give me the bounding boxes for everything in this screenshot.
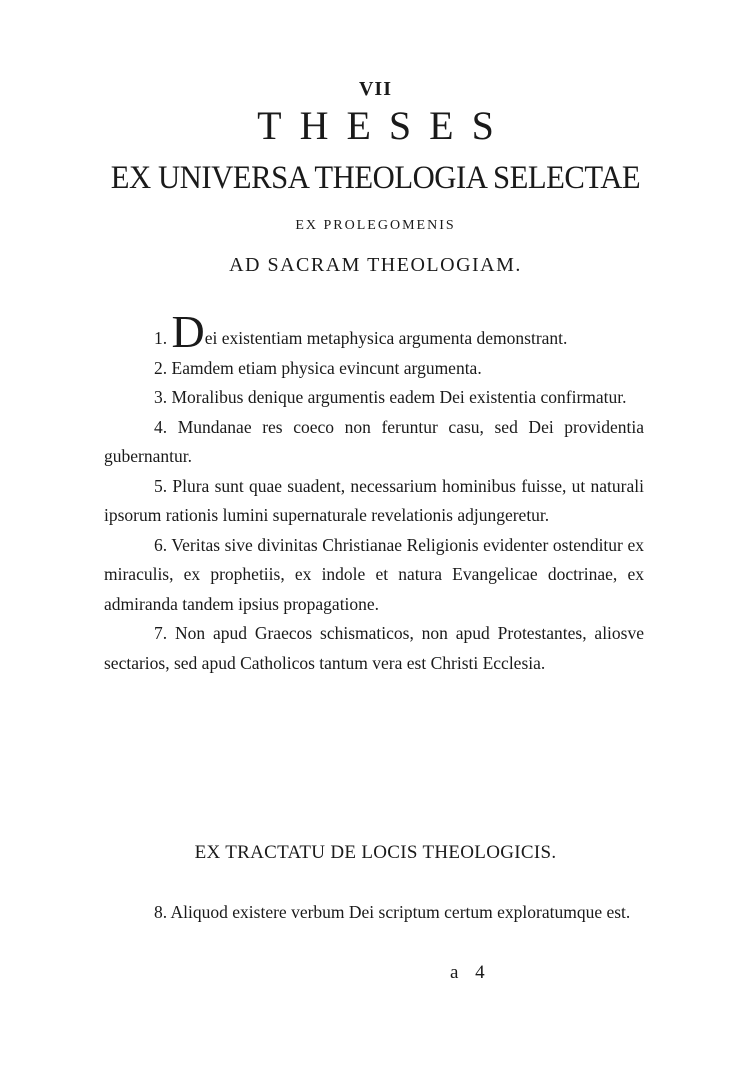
thesis-text: ei existentiam metaphysica argumenta demonstrant. xyxy=(204,328,568,348)
thesis-text: Veritas sive divinitas Christianae Religionis evidenter ostenditur ex miraculis, ex prophetiis, ex indole et natura Evangelicae doctrinae, ex admiranda tandem ipsius propagatione. xyxy=(104,534,644,614)
thesis-number: 4. xyxy=(154,416,168,437)
thesis-text: Aliquod existere verbum Dei scriptum certum exploratumque est. xyxy=(170,902,631,922)
signature-mark: a 4 xyxy=(450,962,491,983)
thesis-text: Eamdem etiam physica evincunt argumenta. xyxy=(171,357,482,378)
thesis-2 xyxy=(104,354,644,384)
thesis-text: Moralibus denique argumentis eadem Dei existentia confirmatur. xyxy=(171,387,627,407)
thesis-text: Non apud Graecos schismaticos, non apud Protestantes, aliosve sectarios, sed apud Catholicos tantum vera est Christi Ecclesia. xyxy=(104,623,645,673)
thesis-number: 6. xyxy=(154,534,168,555)
thesis-6 xyxy=(104,531,644,620)
theses-list-theological-loci xyxy=(104,898,644,928)
thesis-8 xyxy=(104,898,644,928)
thesis-number: 3. xyxy=(154,387,168,407)
thesis-number: 5. xyxy=(154,475,168,496)
section-heading-prolegomena: EX PROLEGOMENIS xyxy=(295,218,456,233)
thesis-number: 7. xyxy=(154,623,168,643)
page-subtitle: EX UNIVERSA THEOLOGIA SELECTAE xyxy=(110,160,641,196)
section-heading-sacred-theology: AD SACRAM THEOLOGIAM. xyxy=(229,254,522,276)
thesis-7 xyxy=(104,619,644,678)
thesis-number: 1. xyxy=(154,328,168,348)
thesis-3 xyxy=(104,383,644,413)
section-heading-theological-loci: EX TRACTATU DE LOCIS THEOLOGICIS. xyxy=(194,842,557,863)
page-folio: VII xyxy=(358,78,392,100)
theses-list-prolegomena xyxy=(104,306,645,678)
thesis-text: Plura sunt quae suadent, necessarium hominibus fuisse, ut naturali ipsorum rationis lumini supernaturale revelationis adjungeretur. xyxy=(104,475,644,525)
thesis-4 xyxy=(104,413,644,472)
thesis-text: Mundanae res coeco non feruntur casu, sed Dei providentia gubernantur. xyxy=(104,416,644,466)
page-title: THESES xyxy=(257,103,512,148)
thesis-5 xyxy=(104,472,644,531)
thesis-1 xyxy=(104,306,644,357)
thesis-number: 2. xyxy=(154,357,168,378)
drop-cap-initial: D xyxy=(171,306,205,357)
thesis-number: 8. xyxy=(154,902,168,922)
